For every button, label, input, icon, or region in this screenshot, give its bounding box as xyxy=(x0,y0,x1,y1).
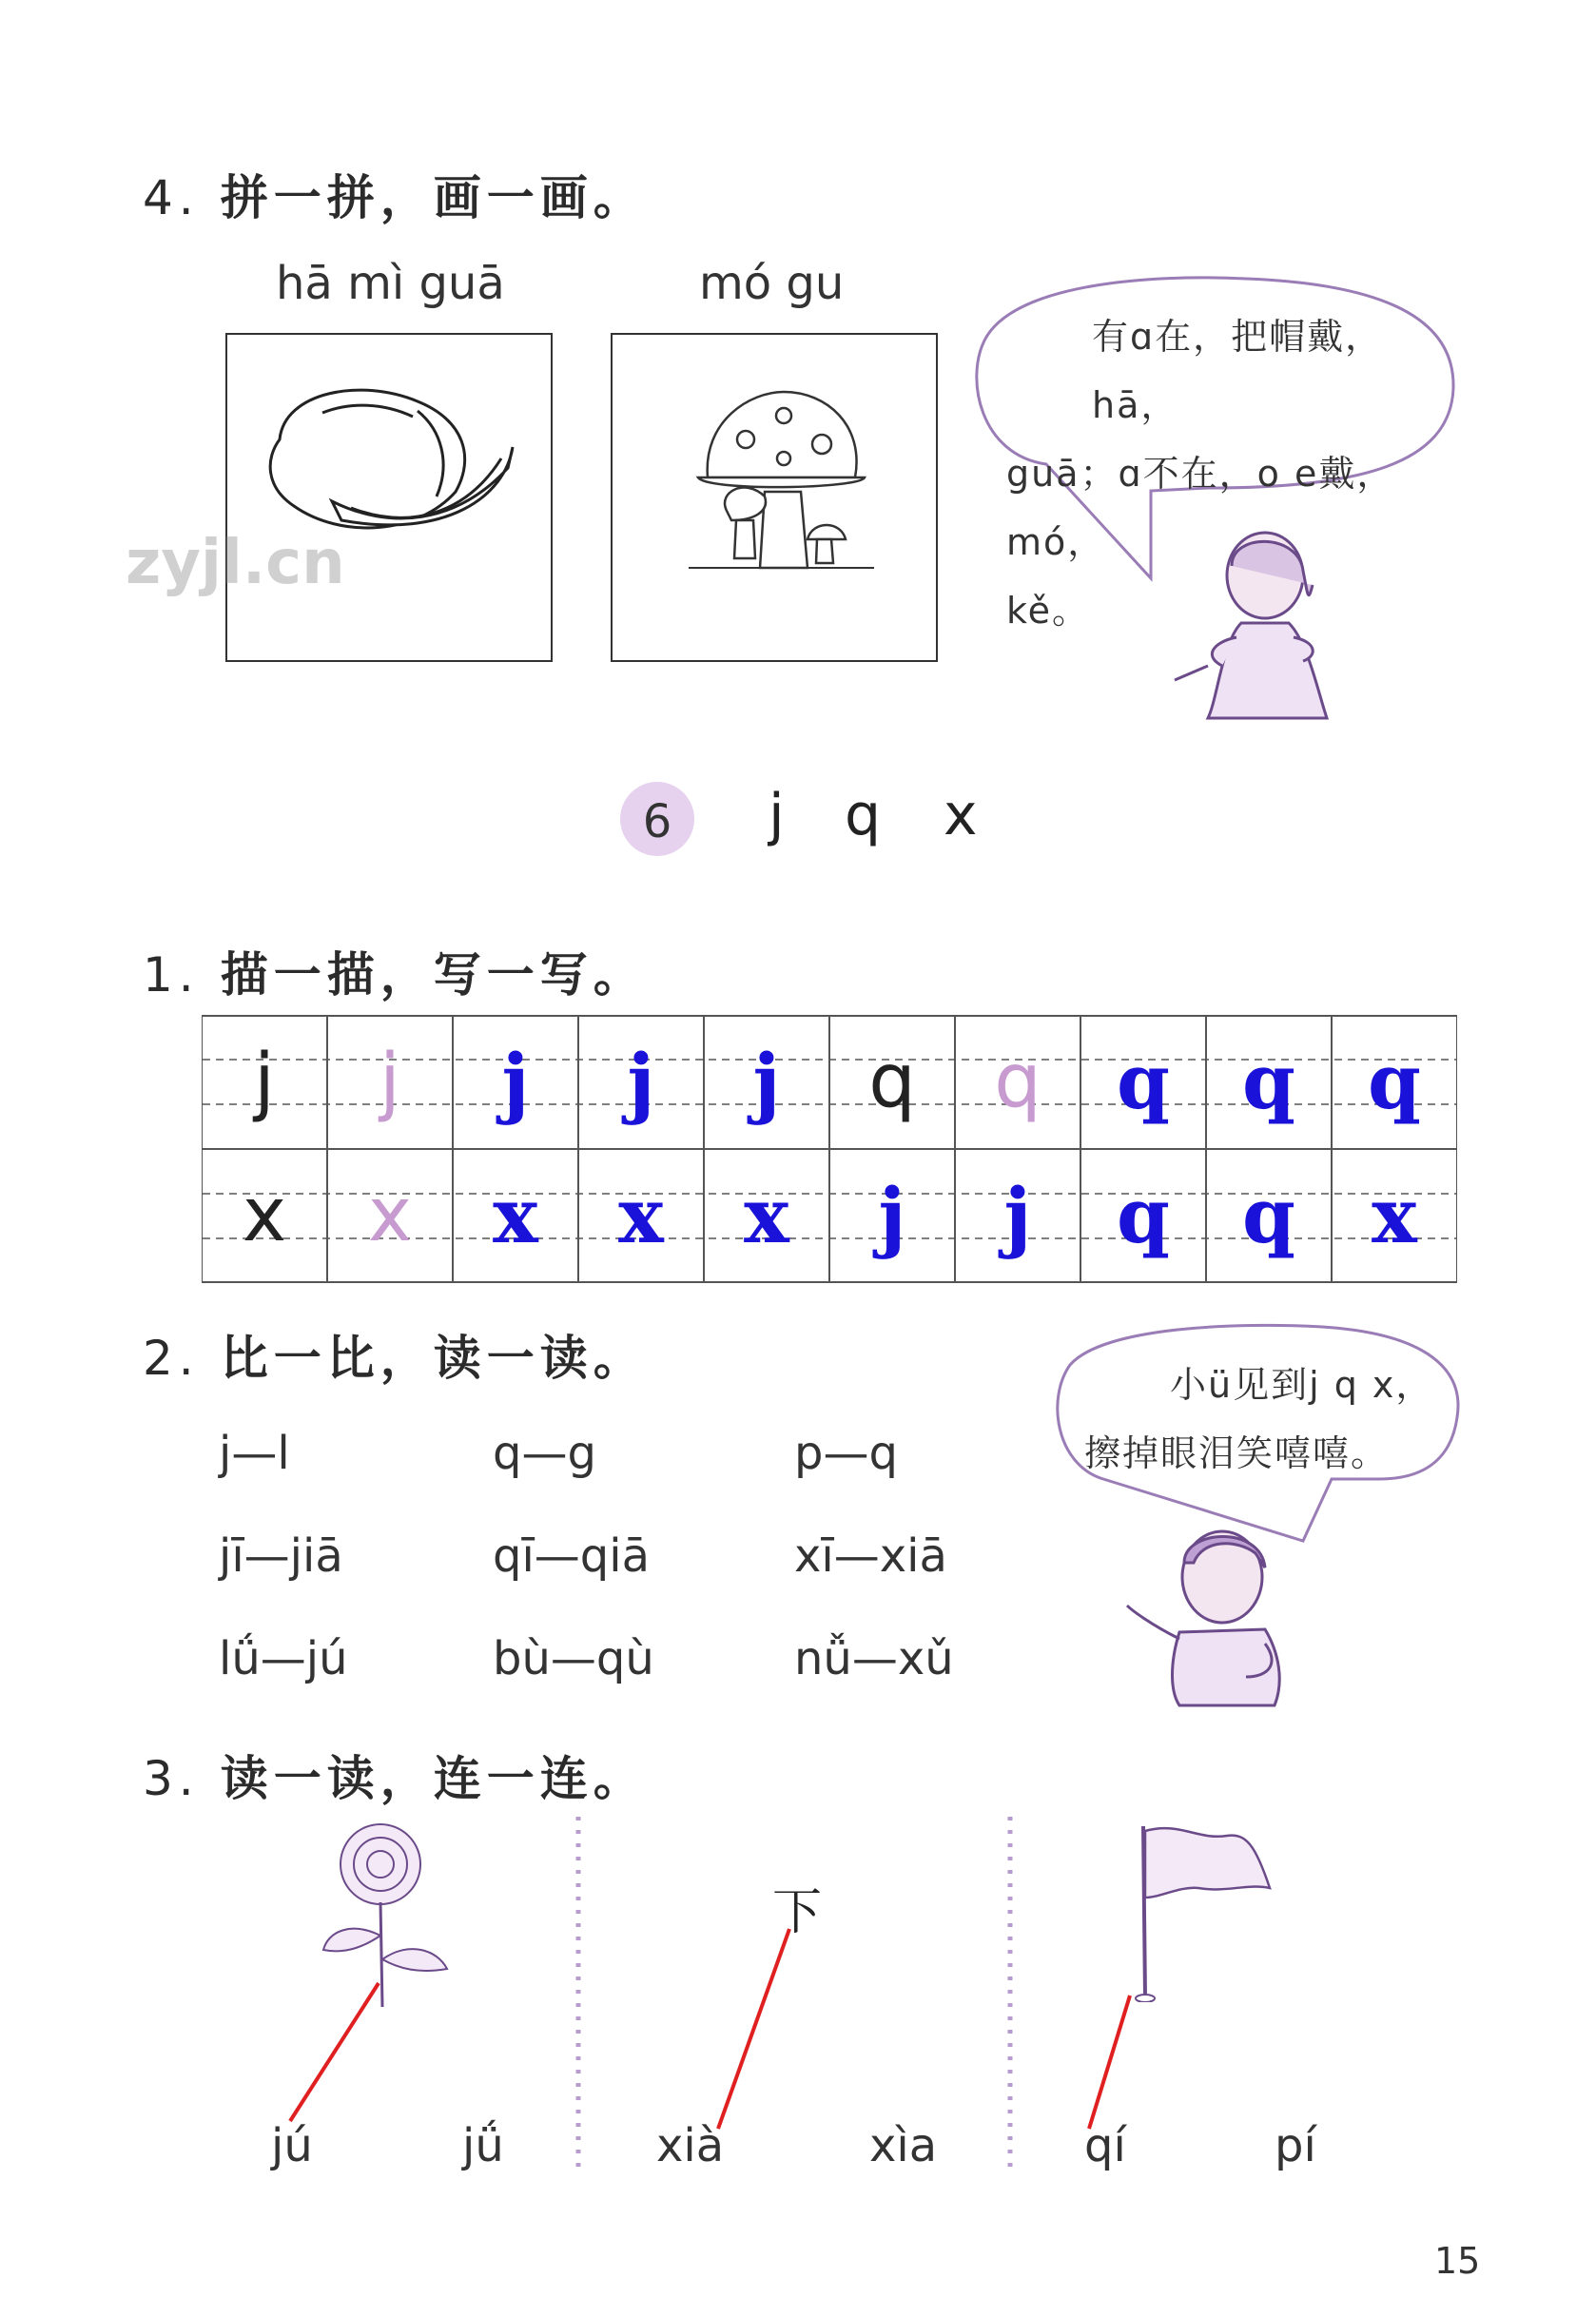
grid-cell-r2-c5[interactable]: x xyxy=(744,1171,789,1260)
character-xia: 下 xyxy=(772,1884,823,1941)
grid-cell-r2-c7[interactable]: j xyxy=(1003,1171,1032,1260)
pair-2-1: jī—jiā xyxy=(219,1529,343,1583)
label-hamigua: hā mì guā xyxy=(276,257,505,310)
answer-qi[interactable]: qí xyxy=(1084,2119,1126,2172)
answer-pi[interactable]: pí xyxy=(1275,2119,1316,2172)
section-1-number: 1. xyxy=(143,947,200,1003)
grid-cell-r1-c2[interactable]: j xyxy=(380,1039,400,1124)
section-3-number: 3. xyxy=(143,1751,200,1806)
grid-cell-r1-c7[interactable]: q xyxy=(994,1039,1041,1124)
bubble-1-line-1: 有ɑ在，把帽戴，hā， xyxy=(1092,316,1384,426)
connection-line-1 xyxy=(290,1983,379,2121)
section-1-title: 描一描，写一写。 xyxy=(220,947,647,1003)
bubble-1-line-2: guā；ɑ不在，o e戴，mó， xyxy=(1006,453,1395,563)
grid-cell-r2-c9[interactable]: q xyxy=(1242,1171,1295,1260)
section-2-number: 2. xyxy=(143,1331,200,1386)
pair-2-2: qī—qiā xyxy=(493,1529,651,1583)
page-number: 15 xyxy=(1434,2240,1481,2282)
lesson-letter-q: q xyxy=(845,782,882,848)
pair-1-3: p—q xyxy=(794,1427,898,1480)
grid-cell-r1-c5[interactable]: j xyxy=(752,1037,781,1126)
grid-cell-r2-c3[interactable]: x xyxy=(493,1171,538,1260)
pair-1-2: q—g xyxy=(493,1427,596,1480)
grid-cell-r1-c4[interactable]: j xyxy=(627,1037,655,1126)
grid-cell-r1-c10[interactable]: q xyxy=(1368,1037,1421,1126)
grid-cell-r2-c8[interactable]: q xyxy=(1117,1171,1170,1260)
watermark: zyjl.cn xyxy=(126,528,345,598)
section-4-number: 4. xyxy=(143,170,200,225)
grid-cell-r2-c1[interactable]: x xyxy=(242,1173,287,1258)
grid-cell-r1-c3[interactable]: j xyxy=(501,1037,530,1126)
lesson-number: 6 xyxy=(642,795,672,848)
pair-3-1: lǘ—jú xyxy=(219,1632,348,1685)
lesson-letter-x: x xyxy=(944,782,978,848)
grid-cell-r2-c2[interactable]: x xyxy=(367,1173,413,1258)
answer-ju[interactable]: jú xyxy=(271,2119,313,2172)
pair-3-3: nǚ—xǔ xyxy=(794,1632,954,1685)
grid-cell-r1-c9[interactable]: q xyxy=(1242,1037,1295,1126)
grid-cell-r2-c6[interactable]: j xyxy=(878,1171,906,1260)
grid-cell-r1-c1[interactable]: j xyxy=(254,1039,275,1124)
answer-jv[interactable]: jǘ xyxy=(462,2119,504,2172)
pair-2-3: xī—xiā xyxy=(794,1529,947,1583)
section-2-title: 比一比，读一读。 xyxy=(220,1331,647,1386)
label-mogu: mó gu xyxy=(699,257,845,310)
grid-cell-r1-c8[interactable]: q xyxy=(1117,1037,1170,1126)
connection-line-3 xyxy=(1089,1996,1130,2129)
lesson-letter-j: j xyxy=(769,782,785,848)
grid-cell-r2-c10[interactable]: x xyxy=(1372,1171,1417,1260)
bubble-2-line-2: 擦掉眼泪笑嘻嘻。 xyxy=(1084,1432,1390,1474)
section-3-title: 读一读，连一连。 xyxy=(220,1751,647,1806)
bubble-2-line-1: 小ü见到j q x， xyxy=(1170,1364,1434,1406)
grid-cell-r1-c6[interactable]: q xyxy=(868,1039,916,1124)
answer-xia-correct[interactable]: xià xyxy=(656,2119,725,2172)
pair-1-1: j—l xyxy=(219,1427,290,1480)
answer-xia-wrong[interactable]: xìa xyxy=(869,2119,938,2172)
connection-line-2 xyxy=(718,1929,789,2129)
grid-cell-r2-c4[interactable]: x xyxy=(618,1171,664,1260)
pair-3-2: bù—qù xyxy=(493,1632,654,1685)
section-4-title: 拼一拼，画一画。 xyxy=(220,170,647,225)
bubble-1-line-3: kě。 xyxy=(1006,590,1091,632)
